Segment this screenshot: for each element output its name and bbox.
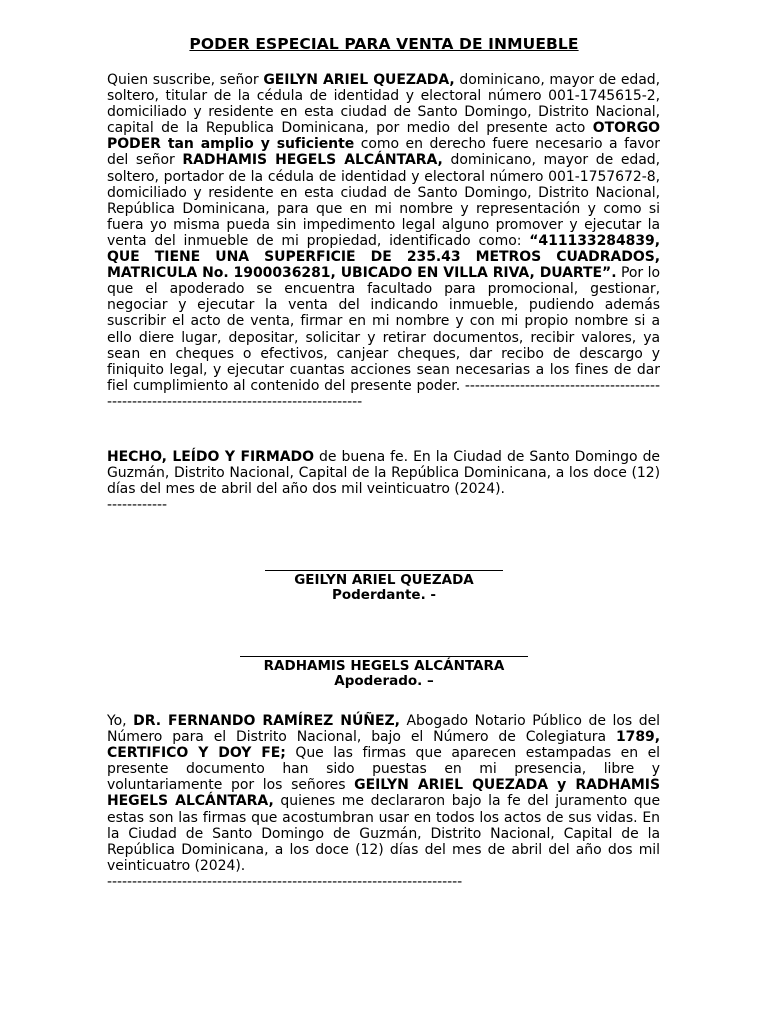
text-span: Que las firmas que aparecen estampadas en el presente documento han sido puestas en mi presencia, libre y voluntariamente por los señores — [107, 745, 660, 794]
attorney-signature-block — [0, 656, 768, 689]
text-span: Quien suscribe, señor — [107, 72, 264, 88]
dash-filler: ----------------------------------------------------------------------- — [107, 873, 463, 890]
property-identification: “411133284839, QUE TIENE UNA SUPERFICIE DE 235.43 METROS CUADRADOS, MATRICULA No. 1900036281, UBICADO EN VILLA RIVA, DUARTE”. — [107, 232, 660, 282]
dash-filler: ------------ — [107, 497, 168, 514]
text-span: Abogado Notario Público de los del Número para el Distrito Nacional, bajo el Número de Colegiatura — [107, 713, 660, 746]
signature-name: GEILYN ARIEL QUEZADA — [294, 572, 474, 588]
notary-name: DR. FERNANDO RAMÍREZ NÚÑEZ, — [133, 713, 400, 729]
text-span: dominicano, mayor de edad, soltero, titular de la cédula de identidad y electoral número 001-1745615-2, domiciliado y residente en esta ciudad de Santo Domingo, Distrito Nacional, capital de la Republica Dominicana, por medio del presente acto — [107, 72, 660, 137]
text-span: de buena fe. En la Ciudad de Santo Domingo de Guzmán, Distrito Nacional, Capital de la República Dominicana, a los doce (12) días del mes de abril del año dos mil veinticuatro (2024). — [107, 449, 660, 498]
certification-clause: 1789, CERTIFICO Y DOY FE; — [107, 729, 660, 762]
signing-paragraph — [107, 449, 660, 513]
grantor-name: GEILYN ARIEL QUEZADA, — [263, 72, 455, 88]
signature-line — [240, 656, 528, 657]
text-span: dominicano, mayor de edad, soltero, portador de la cédula de identidad y electoral número 001-1757672-8, domiciliado y residente en esta ciudad de Santo Domingo, Distrito Nacional, República Dominicana, para que en mi nombre y representación y como si fuera yo misma pueda sin impedimento legal alguno promover y ejecutar la venta del inmueble de mi propiedad, identificado como: — [107, 152, 660, 249]
signature-name: RADHAMIS HEGELS ALCÁNTARA — [263, 658, 505, 674]
signing-clause: HECHO, LEÍDO Y FIRMADO — [107, 449, 314, 465]
signature-role: Apoderado. – — [334, 673, 434, 689]
power-of-attorney-paragraph — [107, 72, 660, 410]
text-span: como en derecho fuere necesario a favor del señor — [107, 136, 660, 169]
signature-role: Poderdante. - — [331, 587, 437, 603]
grant-clause: OTORGO PODER tan amplio y suficiente — [107, 120, 660, 153]
text-span: Por lo que el apoderado se encuentra facultado para promocional, gestionar, negociar y ejecutar la venta del indicando inmueble, pudiendo además suscribir el acto de venta, firmar en mi nombre y con mi propio nombre si a ello diere lugar, depositar, solicitar y retirar documentos, recibir valores, ya sean en cheques o efectivos, canjear cheques, dar recibo de descargo y finiquito legal, y ejecutar cuantas acciones sean necesarias a los fines de dar fiel cumplimiento al contenido del presente poder. ------------------------------------------------------------------------------------------ — [107, 265, 660, 410]
grantor-signature-block — [0, 570, 768, 603]
signatories-names: GEILYN ARIEL QUEZADA y RADHAMIS HEGELS ALCÁNTARA, — [107, 777, 660, 810]
signature-line — [265, 570, 503, 571]
text-span: Yo, — [107, 713, 134, 729]
document-title: PODER ESPECIAL PARA VENTA DE INMUEBLE — [189, 35, 579, 53]
attorney-name: RADHAMIS HEGELS ALCÁNTARA, — [182, 152, 443, 169]
notary-certification-paragraph — [107, 713, 660, 890]
text-span: quienes me declararon bajo la fe del juramento que estas son las firmas que acostumbran usar en todos los actos de sus vidas. En la Ciudad de Santo Domingo de Guzmán, Distrito Nacional, Capital de la República Dominicana, a los doce (12) días del mes de abril del año dos mil veinticuatro (2024). — [107, 793, 661, 874]
